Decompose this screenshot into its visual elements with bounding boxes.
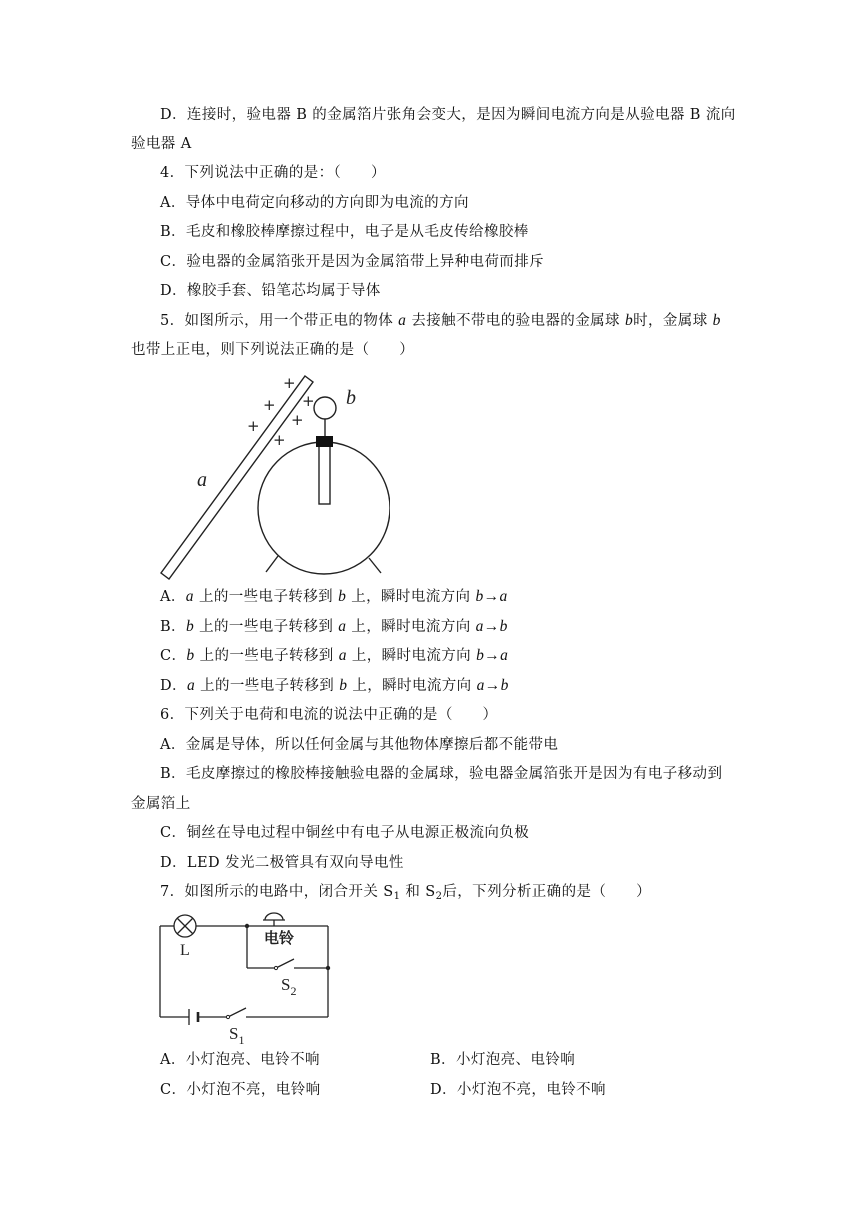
electroscope-leg-left: [266, 556, 278, 572]
q5-stem-part1: 5．如图所示，用一个带正电的物体: [160, 313, 394, 329]
option-var: a: [338, 647, 347, 664]
q5-option-b: [160, 617, 508, 637]
current-direction: a→b: [476, 677, 509, 694]
electroscope-leg-right: [369, 558, 381, 573]
option-text: 上的一些电子转移到: [194, 619, 339, 635]
option-var: b: [339, 677, 348, 694]
option-prefix: D．: [160, 678, 187, 694]
q7-stem-part2: 和 S: [400, 884, 436, 900]
option-prefix: C．: [160, 648, 187, 664]
plus-sign: +: [291, 411, 304, 429]
switch-s2: [276, 959, 294, 968]
plus-sign: +: [247, 417, 260, 435]
rod-label-a: a: [197, 469, 207, 491]
bell-label: 电铃: [264, 929, 295, 947]
q5-var-a: a: [398, 312, 407, 329]
switch-s1: [228, 1008, 246, 1017]
option-text: 上的一些电子转移到: [194, 648, 339, 664]
q5-option-a: [160, 587, 508, 607]
q6-option-c: C．铜丝在导电过程中铜丝中有电子从电源正极流向负极: [160, 825, 530, 841]
s1-subscript: 1: [238, 1033, 245, 1047]
q4-option-c: C．验电器的金属箔张开是因为金属箔带上异种电荷而排斥: [160, 254, 544, 270]
option-text: 上，瞬时电流方向: [346, 589, 476, 605]
q7-sub2: 2: [435, 891, 443, 902]
q6-option-b-line1: B．毛皮摩擦过的橡胶棒接触验电器的金属球，验电器金属箔张开是因为有电子移动到: [160, 766, 723, 782]
q6-stem: 6．下列关于电荷和电流的说法中正确的是（ ）: [160, 707, 498, 723]
q3-option-d-line1: D．连接时，验电器 B 的金属箔片张角会变大，是因为瞬间电流方向是从验电器 B 流向: [160, 107, 736, 123]
current-direction: b→a: [475, 588, 508, 605]
q6-option-a: A．金属是导体，所以任何金属与其他物体摩擦后都不能带电: [160, 737, 559, 753]
option-var: b: [185, 618, 195, 635]
q5-stem-part2: 去接触不带电的验电器的金属球: [411, 313, 620, 329]
lamp-label: L: [180, 942, 190, 959]
q5-stem-line1: [160, 311, 721, 331]
option-text: 上，瞬时电流方向: [346, 648, 477, 664]
insulator-plug: [316, 436, 333, 447]
current-direction: a→b: [475, 618, 508, 635]
q5-stem-line2: 也带上正电，则下列说法正确的是（ ）: [131, 342, 415, 358]
q4-stem: 4．下列说法中正确的是：（ ）: [160, 165, 386, 181]
option-var: b: [186, 647, 195, 664]
option-text: 上，瞬时电流方向: [346, 619, 476, 635]
switch-s2-label: [281, 975, 296, 998]
switch-s1-label: [229, 1024, 244, 1047]
q7-option-b: B．小灯泡亮、电铃响: [430, 1052, 576, 1068]
q3-option-d-line2: 验电器 A: [131, 136, 192, 152]
s2-subscript: 2: [290, 984, 297, 998]
metal-ball-b: [314, 397, 336, 419]
electroscope-figure: [150, 370, 390, 585]
bell-icon: [265, 913, 283, 920]
option-var: b: [338, 588, 347, 605]
q7-stem-part1: 7．如图所示的电路中，闭合开关 S: [160, 884, 394, 900]
option-text: 上的一些电子转移到: [193, 589, 339, 605]
option-prefix: A．: [160, 589, 186, 605]
q4-option-a: A．导体中电荷定向移动的方向即为电流的方向: [160, 195, 469, 211]
q7-option-d: D．小灯泡不亮，电铃不响: [430, 1082, 606, 1098]
circuit-figure: [150, 908, 340, 1048]
q7-stem-part3: 后，下列分析正确的是（ ）: [442, 884, 651, 900]
q7-option-c: C．小灯泡不亮，电铃响: [160, 1082, 321, 1098]
option-prefix: B．: [160, 619, 186, 635]
option-var: a: [338, 618, 347, 635]
q7-option-a: A．小灯泡亮、电铃不响: [160, 1052, 320, 1068]
option-text: 上，瞬时电流方向: [347, 678, 477, 694]
current-direction: b→a: [476, 647, 509, 664]
option-text: 上的一些电子转移到: [195, 678, 340, 694]
q5-stem-part3: 时，金属球: [633, 313, 708, 329]
q6-option-b-line2: 金属箔上: [131, 796, 191, 812]
charged-rod: [161, 376, 313, 579]
q7-stem: [160, 882, 651, 902]
q5-option-c: [160, 646, 508, 666]
option-var: a: [186, 677, 196, 694]
plus-sign: +: [273, 431, 286, 449]
q4-option-b: B．毛皮和橡胶棒摩擦过程中，电子是从毛皮传给橡胶棒: [160, 224, 529, 240]
q5-option-d: [160, 676, 509, 696]
electroscope-stem: [319, 446, 330, 504]
s2-letter: S: [281, 975, 291, 994]
plus-sign: +: [283, 374, 296, 392]
q7-sub1: 1: [393, 891, 401, 902]
s1-letter: S: [229, 1024, 239, 1043]
q5-var-b: b: [624, 312, 634, 329]
plus-sign: +: [263, 396, 276, 414]
option-var: a: [185, 588, 194, 605]
q5-var-b2: b: [712, 312, 721, 329]
q4-option-d: D．橡胶手套、铅笔芯均属于导体: [160, 283, 381, 299]
q6-option-d: D．LED 发光二极管具有双向导电性: [160, 855, 404, 871]
plus-sign: +: [302, 392, 315, 410]
ball-label-b: b: [346, 387, 356, 409]
